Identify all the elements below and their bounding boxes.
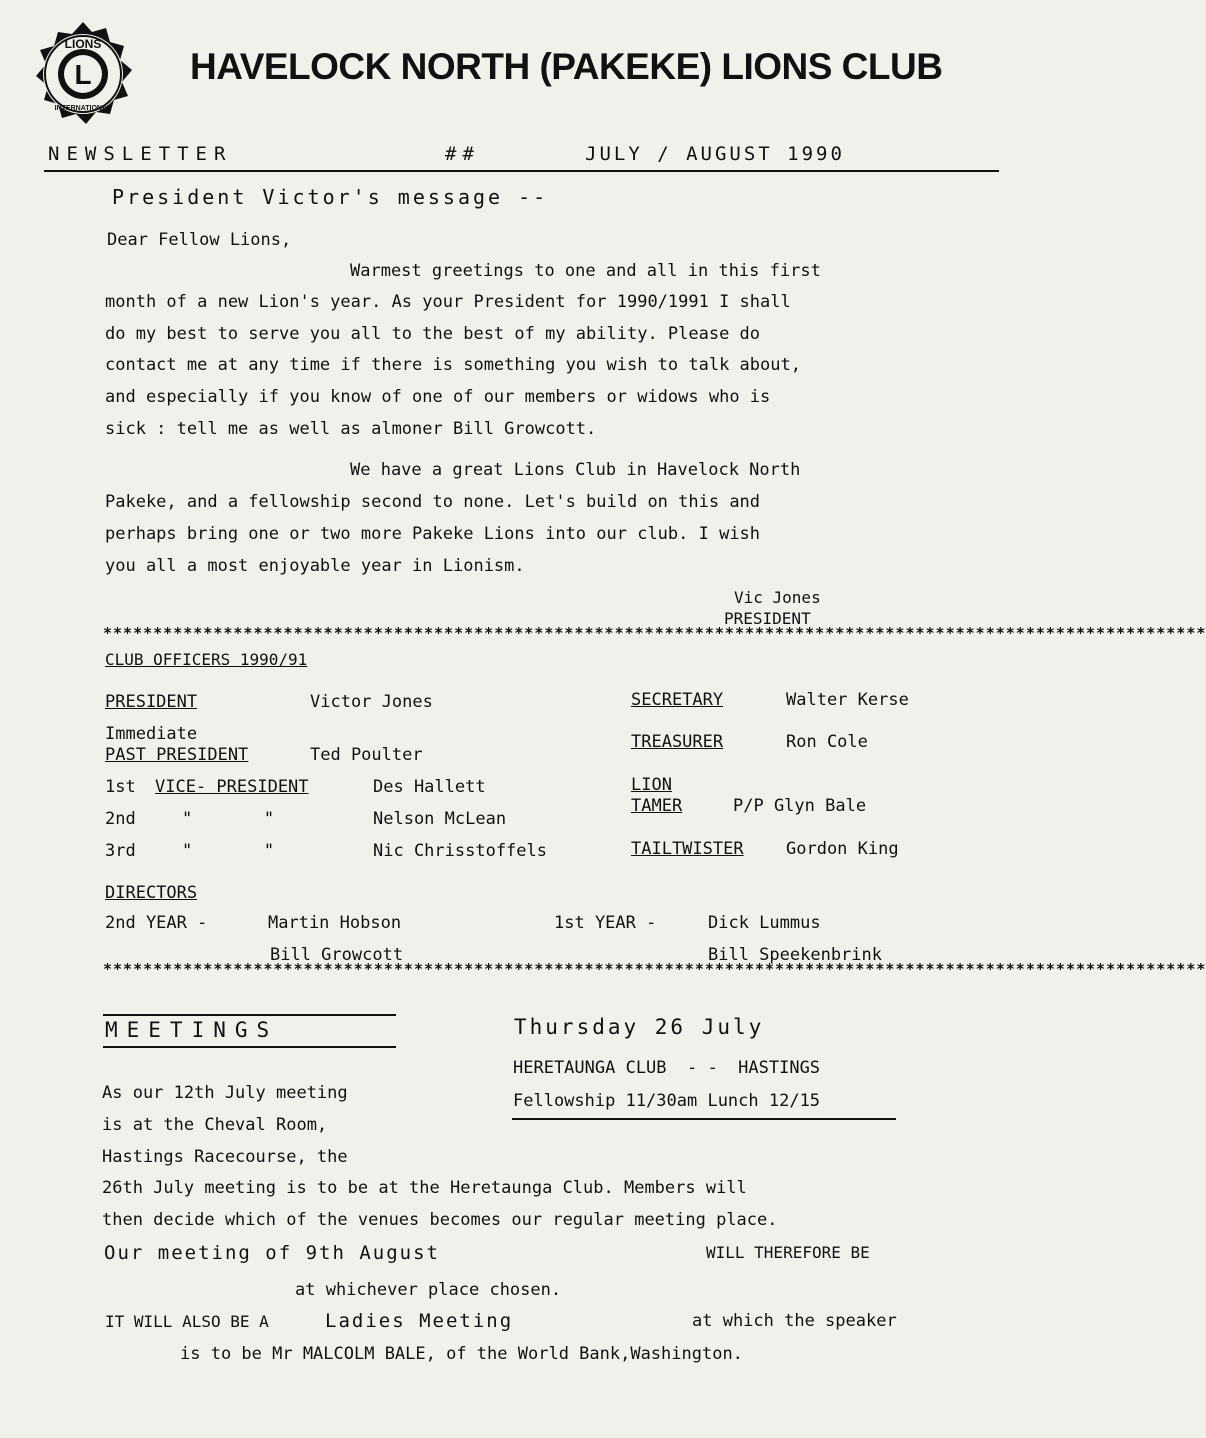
secretary-label: SECRETARY xyxy=(631,690,724,710)
issue-date: JULY / AUGUST 1990 xyxy=(585,143,845,165)
star-divider: ************************************************************************************************************** xyxy=(103,624,1206,642)
lions-international-emblem-icon xyxy=(28,18,138,128)
first-year-label: 1st YEAR - xyxy=(554,913,657,933)
message-line: Warmest greetings to one and all in this first xyxy=(350,261,821,281)
meeting-times: Fellowship 11/30am Lunch 12/15 xyxy=(513,1091,821,1111)
past-president-name: Ted Poulter xyxy=(310,745,423,765)
signature-name: Vic Jones xyxy=(734,588,821,607)
vp1-prefix: 1st xyxy=(105,777,136,797)
treasurer-label: TREASURER xyxy=(631,732,724,752)
salutation: Dear Fellow Lions, xyxy=(107,230,292,250)
vp1-label: VICE- PRESIDENT xyxy=(155,777,309,797)
meetings-rule-bottom xyxy=(103,1046,396,1048)
ladies-rest: at which the speaker xyxy=(692,1311,897,1331)
message-line: We have a great Lions Club in Havelock North xyxy=(350,460,801,480)
speaker-line: is to be Mr MALCOLM BALE, of the World Bank,Washington. xyxy=(180,1344,743,1364)
svg-text:LIONS: LIONS xyxy=(64,37,102,51)
message-line: do my best to serve you all to the best of my ability. Please do xyxy=(105,324,761,344)
vp2-name: Nelson McLean xyxy=(373,809,507,829)
newsletter-label: NEWSLETTER xyxy=(48,143,233,165)
message-line: and especially if you know of one of our members or widows who is xyxy=(105,387,771,407)
august-meeting-line2: at whichever place chosen. xyxy=(295,1280,562,1300)
star-divider: ************************************************************************************************************** xyxy=(103,960,1206,978)
ladies-prefix: IT WILL ALSO BE A xyxy=(105,1312,269,1331)
message-line: perhaps bring one or two more Pakeke Lions into our club. I wish xyxy=(105,524,761,544)
meeting-date: Thursday 26 July xyxy=(514,1015,765,1039)
tamer-name: P/P Glyn Bale xyxy=(733,796,867,816)
ladies-meeting-fancy: Ladies Meeting xyxy=(325,1310,514,1332)
meetings-line: then decide which of the venues becomes our regular meeting place. xyxy=(102,1210,778,1230)
first-year-director: Dick Lummus xyxy=(708,913,821,933)
august-meeting-fancy: Our meeting of 9th August xyxy=(104,1242,440,1264)
club-name: HAVELOCK NORTH (PAKEKE) LIONS CLUB xyxy=(190,46,943,87)
meetings-line: As our 12th July meeting xyxy=(102,1083,348,1103)
vp2-ditto: " " xyxy=(182,809,275,829)
president-name: Victor Jones xyxy=(310,692,433,712)
header-rule xyxy=(44,170,999,172)
vp3-name: Nic Chrisstoffels xyxy=(373,841,547,861)
tailtwister-name: Gordon King xyxy=(786,839,899,859)
meetings-line: Hastings Racecourse, the xyxy=(102,1147,348,1167)
vp3-ditto: " " xyxy=(182,841,275,861)
meetings-line: is at the Cheval Room, xyxy=(102,1115,328,1135)
officers-heading: CLUB OFFICERS 1990/91 xyxy=(105,650,308,669)
tamer-label: TAMER xyxy=(631,796,683,816)
directors-heading: DIRECTORS xyxy=(105,883,198,903)
second-year-director: Bill Growcott xyxy=(270,945,404,965)
past-president-label: PAST PRESIDENT xyxy=(105,745,249,765)
immediate-label: Immediate xyxy=(105,724,198,744)
vp2-prefix: 2nd xyxy=(105,809,136,829)
meetings-heading: MEETINGS xyxy=(105,1018,279,1042)
meetings-rule-top xyxy=(103,1014,396,1016)
secretary-name: Walter Kerse xyxy=(786,690,909,710)
vp3-prefix: 3rd xyxy=(105,841,136,861)
august-meeting-rest: WILL THEREFORE BE xyxy=(706,1243,870,1262)
lion-label: LION xyxy=(631,775,672,795)
president-label: PRESIDENT xyxy=(105,692,198,712)
vp1-name: Des Hallett xyxy=(373,777,486,797)
first-year-director: Bill Speekenbrink xyxy=(708,945,882,965)
signature-title: PRESIDENT xyxy=(724,609,811,628)
message-line: contact me at any time if there is something you wish to talk about, xyxy=(105,355,801,375)
treasurer-name: Ron Cole xyxy=(786,732,868,752)
message-line: sick : tell me as well as almoner Bill Growcott. xyxy=(105,419,597,439)
tailtwister-label: TAILTWISTER xyxy=(631,839,744,859)
message-line: month of a new Lion's year. As your President for 1990/1991 I shall xyxy=(105,292,791,312)
presidents-message-heading: President Victor's message -- xyxy=(112,185,549,209)
issue-marks: ## xyxy=(445,143,480,165)
second-year-director: Martin Hobson xyxy=(268,913,402,933)
meetings-line: 26th July meeting is to be at the Heretaunga Club. Members will xyxy=(102,1178,747,1198)
meeting-info-rule xyxy=(512,1118,896,1120)
meeting-venue: HERETAUNGA CLUB - - HASTINGS xyxy=(513,1058,821,1078)
svg-text:INTERNATIONAL: INTERNATIONAL xyxy=(54,105,112,112)
message-line: Pakeke, and a fellowship second to none. Let's build on this and xyxy=(105,492,761,512)
second-year-label: 2nd YEAR - xyxy=(105,913,208,933)
message-line: you all a most enjoyable year in Lionism. xyxy=(105,556,525,576)
svg-text:L: L xyxy=(74,59,92,90)
